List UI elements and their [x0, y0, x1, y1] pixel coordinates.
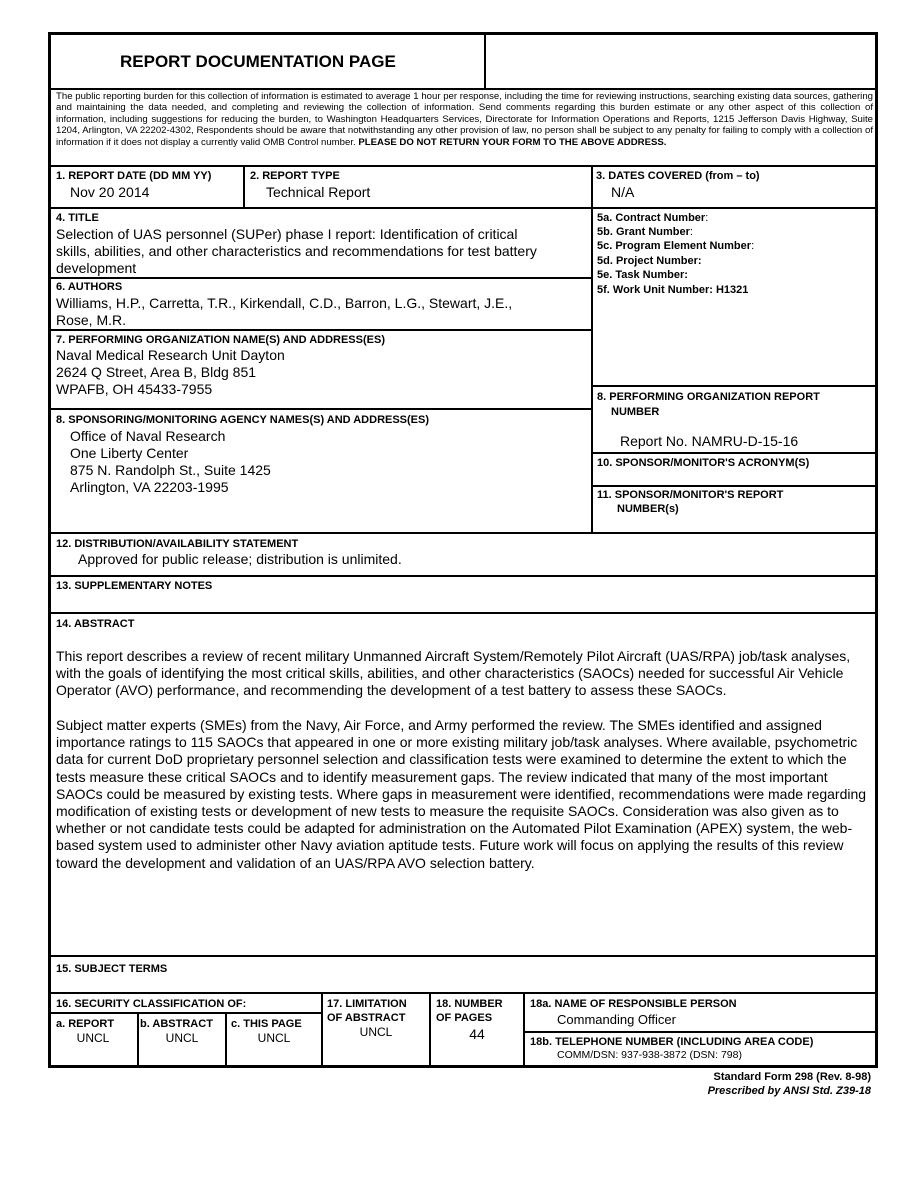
divider — [48, 955, 878, 957]
responsible-person-label: 18a. NAME OF RESPONSIBLE PERSON — [530, 998, 737, 1010]
dates-covered-label: 3. DATES COVERED (from – to) — [596, 170, 760, 182]
title-line: skills, abilities, and other characteristics and recommendations for test battery — [56, 243, 537, 259]
abstract-label: 14. ABSTRACT — [56, 618, 135, 630]
divider — [592, 385, 878, 387]
performing-org-line: WPAFB, OH 45433-7955 — [56, 381, 213, 397]
burden-bold-text: PLEASE DO NOT RETURN YOUR FORM TO THE ABOVE ADDRESS. — [358, 136, 667, 148]
divider — [484, 32, 486, 88]
divider — [243, 165, 245, 207]
performing-org-line: Naval Medical Research Unit Dayton — [56, 347, 285, 363]
divider — [48, 532, 878, 534]
telephone-label: 18b. TELEPHONE NUMBER (INCLUDING AREA CODE) — [530, 1036, 814, 1048]
divider — [592, 485, 878, 487]
limitation-value: UNCL — [359, 1025, 393, 1039]
sponsoring-agency-line: 875 N. Randolph St., Suite 1425 — [70, 462, 271, 478]
telephone-value: COMM/DSN: 937-938-3872 (DSN: 798) — [557, 1049, 742, 1061]
responsible-person-value: Commanding Officer — [557, 1012, 676, 1027]
abstract-classification-value: UNCL — [165, 1031, 199, 1045]
sponsoring-agency-label: 8. SPONSORING/MONITORING AGENCY NAMES(S) AND ADDRESS(ES) — [56, 414, 430, 426]
contract-number-label: 5a. Contract Number: — [597, 212, 709, 224]
limitation-label: 17. LIMITATION — [327, 998, 407, 1010]
report-date-value: Nov 20 2014 — [70, 184, 150, 200]
divider — [48, 88, 878, 90]
divider — [48, 207, 878, 209]
authors-line: Williams, H.P., Carretta, T.R., Kirkendall, C.D., Barron, L.G., Stewart, J.E., — [56, 295, 513, 311]
sponsor-acronym-label: 10. SPONSOR/MONITOR'S ACRONYM(S) — [597, 457, 810, 469]
title-line: Selection of UAS personnel (SUPer) phase I report: Identification of critical — [56, 226, 518, 242]
authors-label: 6. AUTHORS — [56, 281, 123, 293]
performing-org-label: 7. PERFORMING ORGANIZATION NAME(S) AND ADDRESS(ES) — [56, 334, 385, 346]
task-number-label: 5e. Task Number: — [597, 269, 688, 281]
sponsoring-agency-line: Arlington, VA 22203-1995 — [70, 479, 229, 495]
subject-terms-label: 15. SUBJECT TERMS — [56, 963, 168, 975]
page-classification-label: c. THIS PAGE — [231, 1018, 302, 1030]
sponsoring-agency-line: Office of Naval Research — [70, 428, 226, 444]
limitation-label: OF ABSTRACT — [327, 1012, 406, 1024]
performing-report-number-label: NUMBER — [611, 406, 660, 418]
report-type-label: 2. REPORT TYPE — [250, 170, 340, 182]
divider — [48, 575, 878, 577]
supplementary-notes-label: 13. SUPPLEMENTARY NOTES — [56, 580, 213, 592]
performing-org-line: 2624 Q Street, Area B, Bldg 851 — [56, 364, 257, 380]
grant-number-label: 5b. Grant Number: — [597, 226, 693, 238]
divider — [48, 329, 592, 331]
form-number: Standard Form 298 (Rev. 8-98) — [713, 1071, 871, 1083]
sponsor-report-number-label: 11. SPONSOR/MONITOR'S REPORT — [597, 489, 784, 501]
abstract-classification-label: b. ABSTRACT — [140, 1018, 213, 1030]
page-classification-value: UNCL — [257, 1031, 291, 1045]
divider — [524, 1031, 878, 1033]
number-of-pages-value: 44 — [469, 1026, 485, 1042]
sponsoring-agency-line: One Liberty Center — [70, 445, 189, 461]
number-of-pages-label: 18. NUMBER — [436, 998, 503, 1010]
report-classification-label: a. REPORT — [56, 1018, 115, 1030]
authors-line: Rose, M.R. — [56, 312, 127, 328]
abstract-paragraph: This report describes a review of recent military Unmanned Aircraft System/Remotely Pilot Aircraft (UAS/RPA) job/task analyses, with the goals of identifying the most critical skills, abilities, and other characteristics (SAOCs) needed for successful Air Vehicle Operator (AVO) performance, and recommending the development of a test battery to assess these SAOCs. — [56, 648, 851, 699]
title-line: development — [56, 260, 137, 276]
divider — [592, 452, 878, 454]
burden-text: The public reporting burden for this collection of information is estimated to average 1 hour per response, including the time for reviewing instructions, searching existing data sources, gathering and maintaining the data needed, and completing and reviewing the collection of information. Send comments regarding this burden estimate or any other aspect of this collection of information, including suggestions for reducing the burden, to Washington Headquarters Services, Directorate for Information Operations and Reports, 1215 Jefferson Davis Highway, Suite 1204, Arlington, VA 22202-4302, Respondents should be aware that notwithstanding any other provision of law, no person shall be subject to any penalty for failing to comply with a collection of information if it does not display a currently valid OMB Control number. — [56, 91, 873, 148]
number-of-pages-label: OF PAGES — [436, 1012, 493, 1024]
burden-statement — [56, 91, 873, 148]
performing-report-number-value: Report No. NAMRU-D-15-16 — [620, 433, 799, 449]
divider — [591, 165, 593, 532]
divider — [48, 992, 878, 994]
prescribed-by: Prescribed by ANSI Std. Z39-18 — [707, 1085, 871, 1097]
report-type-value: Technical Report — [266, 184, 371, 200]
divider — [48, 408, 592, 410]
divider — [48, 1012, 321, 1014]
distribution-label: 12. DISTRIBUTION/AVAILABILITY STATEMENT — [56, 538, 299, 550]
report-classification-value: UNCL — [76, 1031, 110, 1045]
divider — [48, 165, 878, 167]
program-element-number-label: 5c. Program Element Number: — [597, 240, 755, 252]
dates-covered-value: N/A — [611, 184, 635, 200]
report-date-label: 1. REPORT DATE (DD MM YY) — [56, 170, 212, 182]
abstract-paragraph: Subject matter experts (SMEs) from the Navy, Air Force, and Army performed the review. The SMEs identified and assigned importance ratings to 115 SAOCs that appeared in one or more existing military job/task analyses. Where available, psychometric data for current DoD proprietary personnel selection and classification tests were examined to determine the extent to which the tests measure these critical SAOCs and to identify measurement gaps. The review indicated that many of the most important SAOCs could be measured by existing tests. Where gaps in measurement were identified, recommendations were made regarding modification of existing tests or development of new tests to measure the requisite SAOCs. Consideration was also given as to whether or not candidate tests could be adapted for administration on the Automated Pilot Examination (APEX) system, the web-based system used to administer other Navy aviation aptitude tests. Future work will focus on applying the results of this review toward the development and validation of an UAS/RPA AVO selection battery. — [56, 717, 867, 871]
distribution-value: Approved for public release; distribution is unlimited. — [78, 551, 402, 567]
title-label: 4. TITLE — [56, 212, 99, 224]
security-classification-label: 16. SECURITY CLASSIFICATION OF: — [56, 998, 247, 1010]
performing-report-number-label: 8. PERFORMING ORGANIZATION REPORT — [597, 391, 820, 403]
divider — [48, 277, 592, 279]
divider — [48, 612, 878, 614]
work-unit-number-label: 5f. Work Unit Number: H1321 — [597, 284, 749, 296]
page-title: REPORT DOCUMENTATION PAGE — [120, 52, 396, 71]
project-number-label: 5d. Project Number: — [597, 255, 702, 267]
sponsor-report-number-label: NUMBER(s) — [617, 503, 679, 515]
